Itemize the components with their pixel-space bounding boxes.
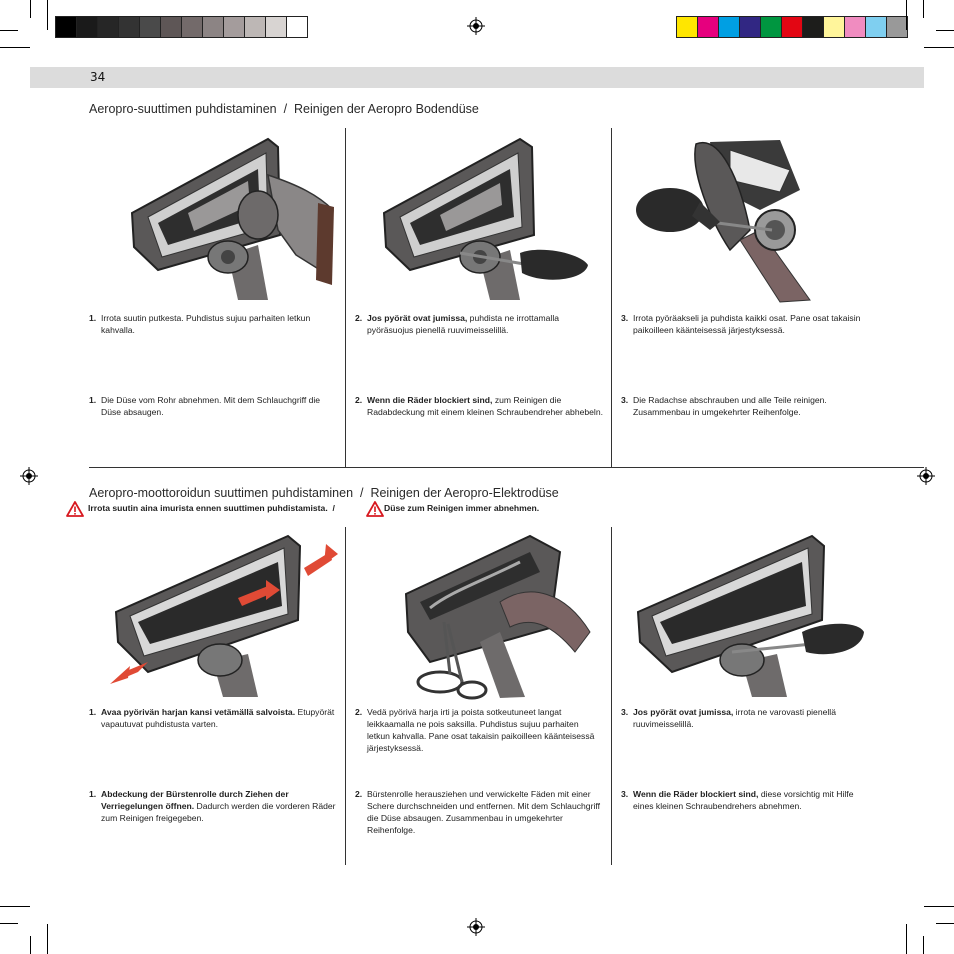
crop-mark	[0, 47, 30, 48]
color-swatch	[223, 16, 245, 38]
section2-title-de: Reinigen der Aeropro-Elektrodüse	[370, 486, 559, 500]
section2-step-2-de	[355, 788, 603, 836]
section2-title	[89, 486, 559, 500]
crop-mark	[923, 0, 924, 18]
color-swatch	[676, 16, 698, 38]
crop-mark	[906, 0, 907, 30]
color-swatch	[139, 16, 161, 38]
page-header-bar	[30, 67, 924, 88]
step-text-bold: Wenn die Räder blockiert sind,	[633, 789, 759, 799]
step-text-bold: Abdeckung der Bürstenrolle durch Ziehen der Verriegelungen öffnen.	[101, 789, 289, 811]
color-swatch	[718, 16, 740, 38]
step-text: zum Reinigen die Radabdeckung mit einem kleinen Schraubendreher abhebeln.	[367, 395, 604, 417]
column-divider	[611, 128, 612, 468]
color-swatch	[244, 16, 266, 38]
color-swatch	[844, 16, 866, 38]
brush-roll-scissors-illustration	[400, 532, 600, 700]
step-text-bold: Wenn die Räder blockiert sind,	[367, 395, 493, 405]
section1-step-1-de	[89, 394, 339, 418]
warning-text-fi: Irrota suutin aina imurista ennen suuttimen puhdistamista.	[88, 503, 328, 513]
color-swatch	[739, 16, 761, 38]
step-text-bold: Jos pyörät ovat jumissa,	[367, 313, 468, 323]
crop-mark	[936, 923, 954, 924]
crop-mark	[47, 0, 48, 30]
color-swatch	[781, 16, 803, 38]
color-swatch	[76, 16, 98, 38]
warning-separator: /	[332, 503, 335, 513]
title-separator: /	[360, 486, 364, 500]
process-color-swatch-strip	[677, 16, 908, 38]
registration-mark-icon	[467, 918, 485, 936]
step-number: 2.	[355, 789, 363, 799]
warning-text	[88, 503, 335, 513]
step-number: 1.	[89, 313, 97, 323]
section2-step-1-de	[89, 788, 339, 824]
wheel-axle-illustration	[630, 130, 835, 305]
step-text: irrota ne varovasti pienellä ruuvimeisselillä.	[633, 707, 836, 729]
electro-nozzle-screwdriver-illustration	[632, 532, 866, 700]
column-divider	[345, 527, 346, 865]
color-swatch	[265, 16, 287, 38]
section1-step-3-de	[621, 394, 866, 418]
crop-mark	[924, 47, 954, 48]
step-text-bold: Jos pyörät ovat jumissa,	[633, 707, 734, 717]
step-text: Vedä pyörivä harja irti ja poista sotkeutuneet langat leikkaamalla ne pois saksilla. Puhdistus sujuu parhaiten letkun kahvalla. Pane osat takaisin paikoilleen käänteisessä järjestyksessä.	[367, 707, 595, 753]
warning-triangle-icon	[366, 501, 384, 517]
step-text: Die Düse vom Rohr abnehmen. Mit dem Schlauchgriff die Düse absaugen.	[101, 395, 321, 417]
step-number: 3.	[621, 313, 629, 323]
color-swatch	[865, 16, 887, 38]
crop-mark	[0, 30, 18, 31]
step-number: 2.	[355, 707, 363, 717]
section1-title	[89, 102, 479, 116]
color-swatch	[760, 16, 782, 38]
section1-step-3-fi	[621, 312, 866, 336]
color-swatch	[160, 16, 182, 38]
color-swatch	[118, 16, 140, 38]
column-divider	[611, 527, 612, 865]
crop-mark	[30, 0, 31, 18]
step-number: 2.	[355, 395, 363, 405]
section1-title-de: Reinigen der Aeropro Bodendüse	[294, 102, 479, 116]
color-swatch	[202, 16, 224, 38]
section2-step-2-fi	[355, 706, 603, 754]
crop-mark	[924, 906, 954, 907]
section2-step-1-fi	[89, 706, 339, 730]
step-number: 1.	[89, 707, 97, 717]
crop-mark	[906, 924, 907, 954]
registration-mark-icon	[467, 17, 485, 35]
color-swatch	[886, 16, 908, 38]
title-separator: /	[283, 102, 288, 116]
grayscale-swatch-strip	[56, 16, 308, 38]
color-swatch	[286, 16, 308, 38]
step-number: 3.	[621, 789, 629, 799]
step-text: Die Radachse abschrauben und alle Teile reinigen. Zusammenbau in umgekehrter Reihenfolge.	[633, 395, 827, 417]
step-text: diese vorsichtig mit Hilfe eines kleinen Schraubendrehers abnehmen.	[633, 789, 854, 811]
color-swatch	[823, 16, 845, 38]
color-swatch	[181, 16, 203, 38]
step-text: Dadurch werden die vorderen Räder zum Reinigen freigegeben.	[101, 801, 336, 823]
step-number: 3.	[621, 707, 629, 717]
step-number: 2.	[355, 313, 363, 323]
section1-step-2-fi	[355, 312, 603, 336]
step-text: Bürstenrolle herausziehen und verwickelte Fäden mit einer Schere durchschneiden und entfernen. Mit dem Schlauchgriff die Düse absaugen. Zusammenbau in umgekehrter Reihenfolge.	[367, 789, 600, 835]
section-divider	[89, 467, 924, 468]
section2-step-3-de	[621, 788, 866, 812]
registration-mark-icon	[20, 467, 38, 485]
color-swatch	[55, 16, 77, 38]
crop-mark	[923, 936, 924, 954]
warning-triangle-icon	[66, 501, 84, 517]
step-number: 1.	[89, 395, 97, 405]
crop-mark	[30, 936, 31, 954]
step-text: Irrota pyöräakseli ja puhdista kaikki osat. Pane osat takaisin paikoilleen käänteisessä järjestyksessä.	[633, 313, 861, 335]
color-swatch	[697, 16, 719, 38]
section1-step-2-de	[355, 394, 603, 418]
crop-mark	[0, 923, 18, 924]
color-swatch	[97, 16, 119, 38]
section2-step-3-fi	[621, 706, 866, 730]
color-swatch	[802, 16, 824, 38]
nozzle-underside-illustration	[128, 135, 338, 305]
step-text-bold: Avaa pyörivän harjan kansi vetämällä salvoista.	[101, 707, 296, 717]
step-number: 3.	[621, 395, 629, 405]
step-text: Etupyörät vapautuvat puhdistusta varten.	[101, 707, 335, 729]
section2-title-fi: Aeropro-moottoroidun suuttimen puhdistaminen	[89, 486, 354, 500]
registration-mark-icon	[917, 467, 935, 485]
electro-nozzle-latch-illustration	[108, 532, 340, 700]
page-number: 34	[90, 70, 106, 84]
step-text: Irrota suutin putkesta. Puhdistus sujuu parhaiten letkun kahvalla.	[101, 313, 311, 335]
section1-step-1-fi	[89, 312, 339, 336]
step-text: puhdista ne irrottamalla pyöräsuojus pienellä ruuvimeisselillä.	[367, 313, 560, 335]
section1-title-fi: Aeropro-suuttimen puhdistaminen	[89, 102, 277, 116]
step-number: 1.	[89, 789, 97, 799]
crop-mark	[936, 30, 954, 31]
nozzle-screwdriver-illustration	[380, 135, 595, 305]
column-divider	[345, 128, 346, 468]
crop-mark	[47, 924, 48, 954]
crop-mark	[0, 906, 30, 907]
warning-text-de: Düse zum Reinigen immer abnehmen.	[384, 503, 540, 513]
